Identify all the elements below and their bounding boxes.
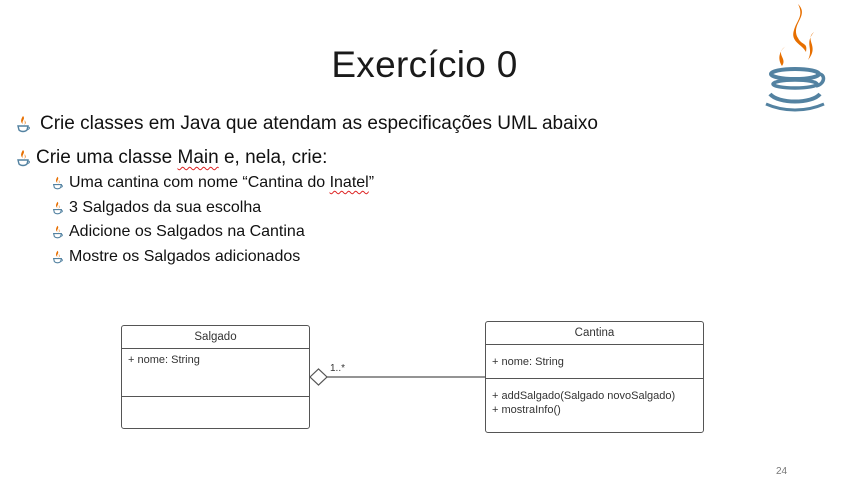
bullet-text: Crie uma classe Main e, nela, crie: [36, 147, 328, 168]
aggregation-diamond [310, 369, 327, 385]
bullet-text: Mostre os Salgados adicionados [69, 248, 301, 265]
bullet-text: Adicione os Salgados na Cantina [69, 223, 305, 240]
uml-attribute: + nome: String [128, 354, 200, 366]
uml-class-name: Salgado [122, 326, 309, 349]
multiplicity-label: 1..* [330, 363, 346, 374]
uml-methods [122, 397, 309, 427]
uml-method: + mostraInfo() [492, 404, 561, 416]
bullet-text: 3 Salgados da sua escolha [69, 199, 262, 216]
uml-attributes [122, 349, 309, 397]
spellcheck-word: Main [177, 147, 219, 168]
uml-attributes [486, 345, 703, 379]
spellcheck-word: Inatel [329, 174, 369, 191]
bullet-text: Crie classes em Java que atendam as especificações UML abaixo [40, 113, 598, 134]
uml-method: + addSalgado(Salgado novoSalgado) [492, 390, 676, 402]
uml-class-cantina [485, 321, 704, 433]
uml-class-name: Cantina [486, 322, 703, 345]
uml-class-salgado [121, 325, 310, 429]
page-number: 24 [776, 466, 788, 477]
bullet-text: Uma cantina com nome “Cantina do Inatel” [69, 174, 375, 191]
uml-methods [486, 379, 703, 433]
slide-title: Exercício 0 [331, 44, 518, 85]
uml-attribute: + nome: String [492, 356, 564, 368]
